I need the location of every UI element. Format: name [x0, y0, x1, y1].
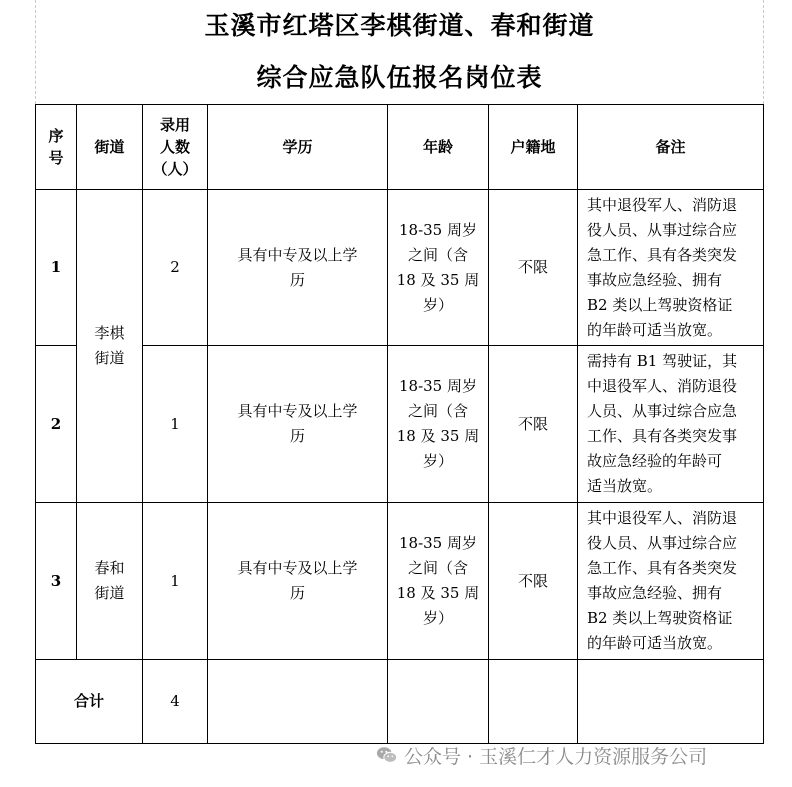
remarks-line: 其中退役军人、消防退 — [587, 195, 738, 214]
street-line: 春和 — [94, 559, 125, 577]
header-remarks: 备注 — [578, 105, 764, 190]
row-education — [208, 190, 388, 346]
age-line: 岁） — [422, 609, 453, 627]
education-line: 具有中专及以上学 — [237, 559, 358, 577]
empty-cell — [489, 660, 578, 744]
age-line: 之间（含 — [407, 402, 468, 420]
header-age: 年龄 — [388, 105, 489, 190]
remarks-line: 人员、从事过综合应急 — [587, 402, 738, 420]
row-age — [388, 503, 489, 660]
header-seq-line: 序 — [48, 127, 64, 145]
education-line: 历 — [289, 427, 305, 445]
remarks-line: 需持有 B1 驾驶证，其 — [587, 352, 738, 370]
age-line: 岁） — [422, 295, 453, 314]
header-residence: 户籍地 — [489, 105, 578, 190]
watermark — [376, 740, 707, 770]
age-line: 18-35 周岁 — [398, 377, 477, 395]
remarks-line: 中退役军人、消防退役 — [587, 377, 738, 395]
row-residence: 不限 — [489, 190, 578, 346]
row-remarks — [578, 190, 764, 346]
remarks-line: 役人员、从事过综合应 — [587, 534, 738, 552]
row-count: 2 — [143, 190, 208, 346]
remarks-line: 工作、具有各类突发事 — [587, 427, 738, 445]
remarks-line: 急工作、具有各类突发 — [587, 245, 738, 264]
education-line: 具有中专及以上学 — [237, 245, 358, 264]
age-line: 18-35 周岁 — [398, 220, 477, 239]
row-seq: 3 — [36, 503, 77, 660]
header-count — [143, 105, 208, 190]
remarks-line: 役人员、从事过综合应 — [587, 220, 738, 239]
row-remarks — [578, 503, 764, 660]
street-line: 李棋 — [94, 324, 125, 342]
remarks-line: 的年龄可适当放宽。 — [587, 320, 723, 339]
remarks-line: 急工作、具有各类突发 — [587, 559, 738, 577]
table-row — [36, 346, 764, 503]
street-chunhe — [77, 503, 143, 660]
row-seq: 1 — [36, 190, 77, 346]
header-count-line: （人） — [152, 160, 198, 178]
remarks-line: 故应急经验的年龄可 — [587, 452, 723, 470]
header-seq-line: 号 — [48, 149, 64, 167]
header-street: 街道 — [77, 105, 143, 190]
positions-table — [35, 104, 764, 744]
street-line: 街道 — [94, 584, 125, 602]
row-count: 1 — [143, 503, 208, 660]
header-seq — [36, 105, 77, 190]
education-line: 历 — [289, 584, 305, 602]
age-line: 之间（含 — [407, 559, 468, 577]
remarks-line: B2 类以上驾驶资格证 — [587, 295, 733, 314]
table-row — [36, 190, 764, 346]
age-line: 18-35 周岁 — [398, 534, 477, 552]
title-line-1: 玉溪市红塔区李棋街道、春和街道 — [204, 11, 595, 40]
watermark-text: 公众号 · 玉溪仁才人力资源服务公司 — [404, 745, 708, 768]
wechat-icon — [376, 744, 398, 766]
total-label: 合计 — [36, 660, 143, 744]
street-liqi — [77, 190, 143, 503]
age-line: 18 及 35 周 — [396, 270, 480, 289]
empty-cell — [578, 660, 764, 744]
remarks-line: 适当放宽。 — [587, 477, 663, 495]
row-count: 1 — [143, 346, 208, 503]
education-line: 历 — [289, 270, 305, 289]
remarks-line: B2 类以上驾驶资格证 — [587, 609, 733, 627]
street-line: 街道 — [94, 349, 125, 367]
row-age — [388, 190, 489, 346]
total-row — [36, 660, 764, 744]
remarks-line: 其中退役军人、消防退 — [587, 509, 738, 527]
empty-cell — [388, 660, 489, 744]
age-line: 18 及 35 周 — [396, 427, 480, 445]
row-seq: 2 — [36, 346, 77, 503]
education-line: 具有中专及以上学 — [237, 402, 358, 420]
table-row — [36, 503, 764, 660]
total-value: 4 — [143, 660, 208, 744]
row-remarks — [578, 346, 764, 503]
row-residence: 不限 — [489, 346, 578, 503]
row-age — [388, 346, 489, 503]
remarks-line: 事故应急经验、拥有 — [587, 584, 723, 602]
title-line-2: 综合应急队伍报名岗位表 — [256, 63, 543, 92]
header-education: 学历 — [208, 105, 388, 190]
remarks-line: 的年龄可适当放宽。 — [587, 634, 723, 652]
age-line: 岁） — [422, 452, 453, 470]
row-residence: 不限 — [489, 503, 578, 660]
row-education — [208, 346, 388, 503]
age-line: 之间（含 — [407, 245, 468, 264]
header-count-line: 录用 — [159, 116, 190, 134]
header-count-line: 人数 — [159, 138, 190, 156]
remarks-line: 事故应急经验、拥有 — [587, 270, 723, 289]
age-line: 18 及 35 周 — [396, 584, 480, 602]
row-education — [208, 503, 388, 660]
empty-cell — [208, 660, 388, 744]
header-row — [36, 105, 764, 190]
